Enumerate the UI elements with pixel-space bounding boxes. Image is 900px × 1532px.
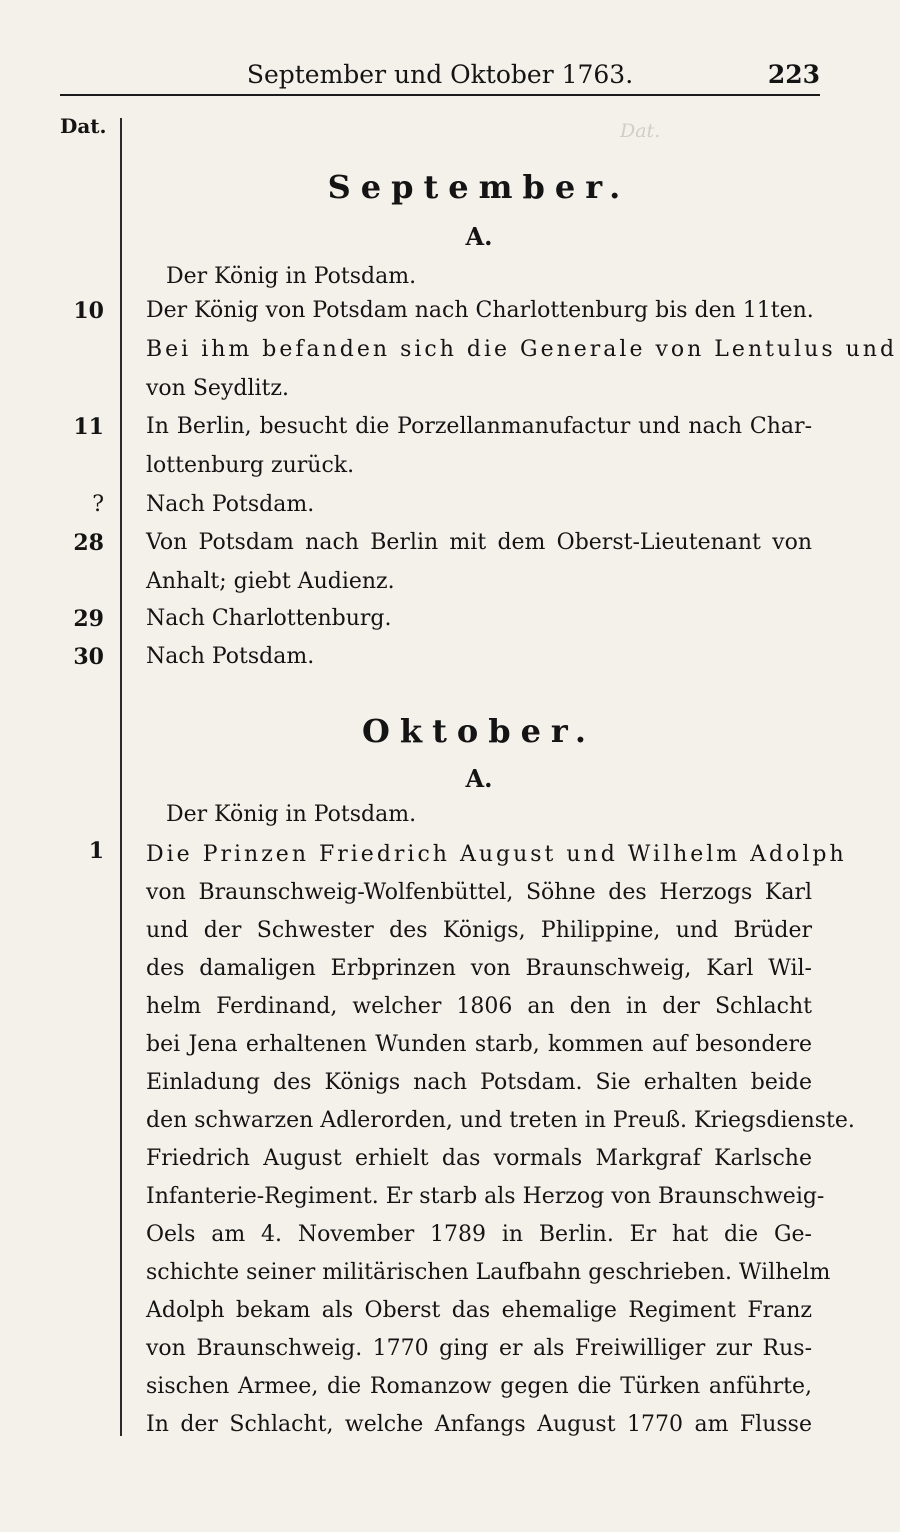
- entry-line: In der Schlacht, welche Anfangs August 1770 am Flusse: [146, 1412, 812, 1437]
- entry-line: Bei ihm befanden sich die Generale von Lentulus und: [146, 337, 898, 362]
- entry-line: Der König von Potsdam nach Charlottenburg bis den 11ten.: [146, 298, 814, 323]
- entry-line: den schwarzen Adlerorden, und treten in Preuß. Kriegsdienste.: [146, 1108, 855, 1133]
- intro-line-september: Der König in Potsdam.: [166, 264, 417, 289]
- entry-line: Anhalt; giebt Audienz.: [146, 569, 395, 594]
- entry-line: von Braunschweig-Wolfenbüttel, Söhne des Herzogs Karl: [146, 880, 812, 905]
- column-rule: [120, 118, 122, 1436]
- entry-line: lottenburg zurück.: [146, 453, 355, 478]
- entry-date: 28: [73, 530, 104, 556]
- entry-line: Infanterie-Regiment. Er starb als Herzog von Braunschweig-: [146, 1184, 825, 1209]
- entry-date: ?: [92, 492, 104, 517]
- section-label-september: A.: [465, 222, 493, 251]
- entry-line: Friedrich August erhielt das vormals Markgraf Karlsche: [146, 1146, 812, 1171]
- entry-line: des damaligen Erbprinzen von Braunschweig, Karl Wil-: [146, 956, 812, 981]
- entry-line: Nach Potsdam.: [146, 492, 315, 517]
- entry-date: 1: [88, 838, 104, 864]
- entry-line: von Braunschweig. 1770 ging er als Freiwilliger zur Rus-: [146, 1336, 812, 1361]
- page-header: [60, 58, 820, 96]
- entry-date: 29: [73, 606, 104, 632]
- month-heading-september: September.: [327, 168, 631, 206]
- entry-line: Nach Potsdam.: [146, 644, 315, 669]
- entry-line: Oels am 4. November 1789 in Berlin. Er hat die Ge-: [146, 1222, 812, 1247]
- entry-line: schichte seiner militärischen Laufbahn geschrieben. Wilhelm: [146, 1260, 831, 1285]
- entry-line: Nach Charlottenburg.: [146, 606, 392, 631]
- entry-line: und der Schwester des Königs, Philippine, und Brüder: [146, 918, 812, 943]
- page-number: 223: [767, 60, 820, 89]
- entry-line: Die Prinzen Friedrich August und Wilhelm Adolph: [146, 842, 847, 867]
- entry-line: Von Potsdam nach Berlin mit dem Oberst-Lieutenant von: [146, 530, 812, 555]
- entry-line: sischen Armee, die Romanzow gegen die Türken anführte,: [146, 1374, 812, 1399]
- entry-date: 30: [73, 644, 104, 670]
- section-label-oktober: A.: [465, 764, 493, 793]
- entry-line: helm Ferdinand, welcher 1806 an den in der Schlacht: [146, 994, 812, 1019]
- running-title: September und Oktober 1763.: [246, 60, 634, 89]
- entry-line: bei Jena erhaltenen Wunden starb, kommen auf besondere: [146, 1032, 812, 1057]
- entry-line: Adolph bekam als Oberst das ehemalige Regiment Franz: [146, 1298, 812, 1323]
- entry-line: von Seydlitz.: [146, 376, 289, 401]
- entry-line: In Berlin, besucht die Porzellanmanufactur und nach Char-: [146, 414, 812, 439]
- entry-date: 10: [73, 298, 104, 324]
- entry-line: Einladung des Königs nach Potsdam. Sie erhalten beide: [146, 1070, 812, 1095]
- month-heading-oktober: Oktober.: [362, 712, 596, 750]
- entry-date: 11: [73, 414, 104, 440]
- date-column-label: Dat.: [60, 114, 107, 138]
- intro-line-oktober: Der König in Potsdam.: [166, 802, 417, 827]
- bleed-through-text: Dat.: [620, 120, 661, 142]
